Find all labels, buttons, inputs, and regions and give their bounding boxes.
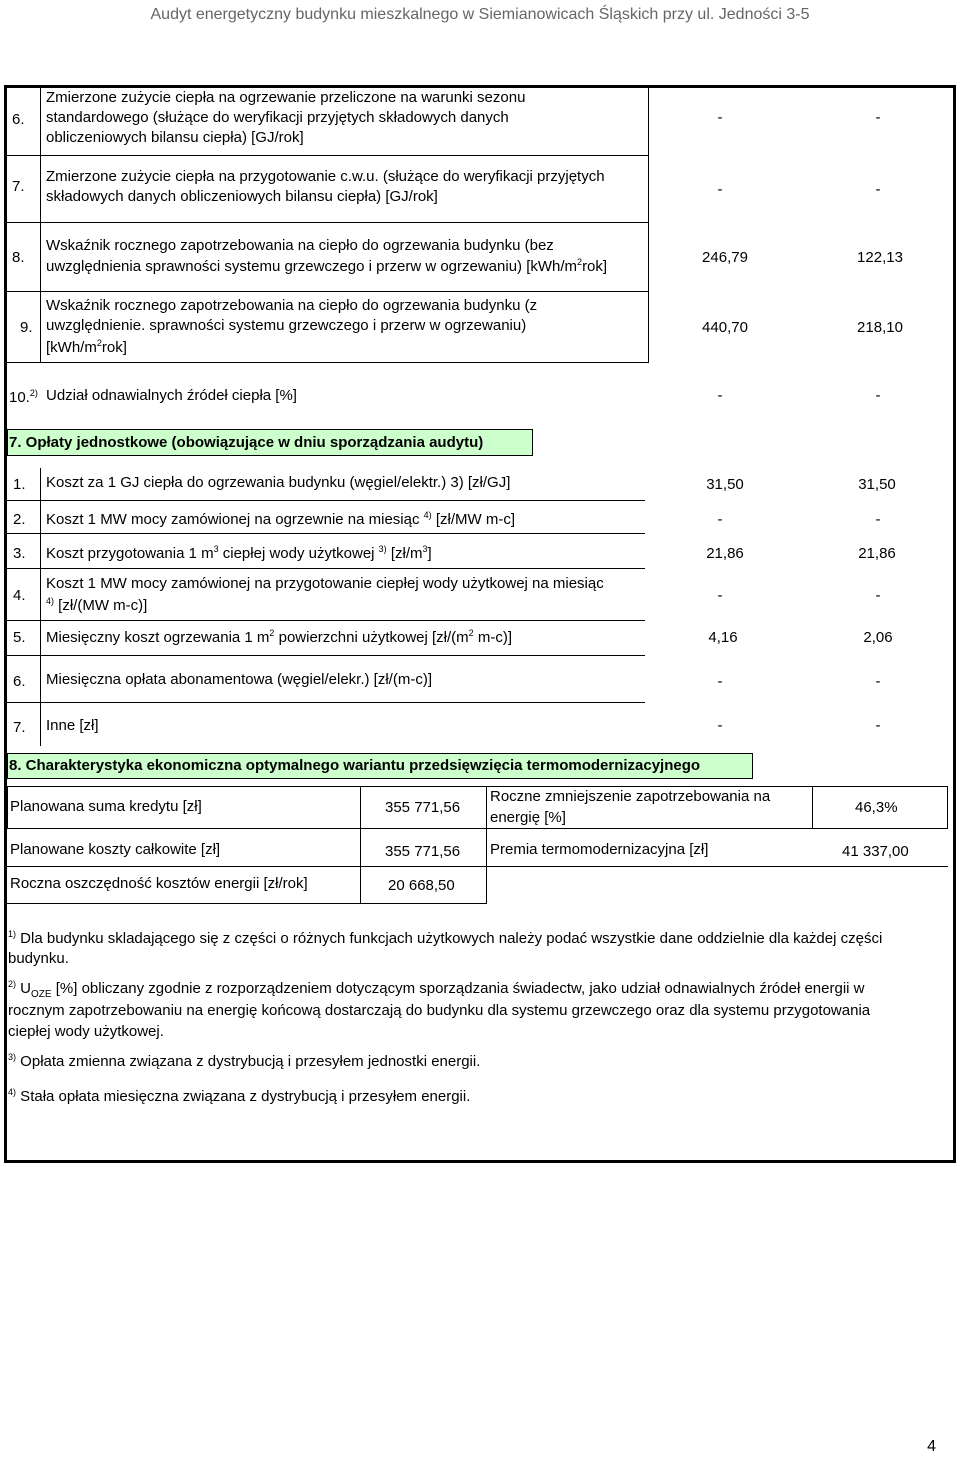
footnote-1: $^{1)}$ Dla budynku skladającego się z części o różnych funkcjach użytkowych należy podać wszystkie dane oddzielnie dla każdej części — [8, 929, 883, 947]
savings-value: 20 668,50 — [388, 877, 455, 894]
divider — [7, 903, 487, 904]
reduction-label: Roczne zmniejszenie zapotrzebowania na — [490, 788, 771, 805]
value-variant-2: 31,50 — [858, 476, 896, 493]
section-heading: 7. Opłaty jednostkowe (obowiązujące w dniu sporządzania audytu) — [9, 434, 484, 451]
value-variant-2: 122,13 — [857, 249, 903, 266]
section-heading: 8. Charakterystyka ekonomiczna optymalnego wariantu przedsięwzięcia termomodernizacyjnego — [9, 757, 701, 774]
divider — [7, 362, 649, 363]
reduction-value: 46,3% — [855, 799, 898, 816]
value-variant-2: - — [875, 717, 881, 734]
row-label: Koszt 1 MW mocy zamówionej na ogrzewnie na miesiąc $^{4)}$ [zł/MW m-c] — [46, 510, 515, 528]
row-number: 5. — [13, 629, 26, 646]
reduction-label: energię [%] — [490, 809, 566, 826]
value-variant-1: - — [717, 673, 723, 690]
page-number: 4 — [927, 1438, 936, 1455]
value-variant-1: 246,79 — [702, 249, 748, 266]
row-label-line: Wskaźnik rocznego zapotrzebowania na ciepło do ogrzewania budynku (z — [46, 297, 538, 314]
row-number: 10.$^{2)}$ — [9, 388, 38, 406]
value-variant-1: - — [717, 587, 723, 604]
value-variant-2: 2,06 — [863, 629, 893, 646]
value-variant-1: - — [717, 717, 723, 734]
footnote-3: $^{3)}$ Opłata zmienna związana z dystrybucją i przesyłem jednostki energii. — [8, 1052, 481, 1070]
divider — [7, 655, 645, 656]
divider — [7, 568, 645, 569]
savings-label: Roczna oszczędność kosztów energii [zł/rok] — [10, 875, 308, 892]
row-label-line: składowych danych obliczeniowych bilansu ciepła) [GJ/rok] — [46, 188, 438, 205]
divider — [40, 85, 41, 362]
value-variant-2: 21,86 — [858, 545, 896, 562]
value-variant-2: 218,10 — [857, 319, 903, 336]
divider — [7, 620, 645, 621]
row-label: Inne [zł] — [46, 717, 99, 734]
total-cost-value: 355 771,56 — [385, 843, 461, 860]
row-label-line: obliczeniowych bilansu ciepła) [GJ/rok] — [46, 129, 304, 146]
row-label: Koszt za 1 GJ ciepła do ogrzewania budynku (węgiel/elektr.) 3) [zł/GJ] — [46, 474, 511, 491]
divider — [486, 829, 487, 903]
row-label: Koszt przygotowania 1 $m^3$ ciepłej wody użytkowej $^{3)}$ $[zł/m^3]$ — [46, 544, 432, 562]
value-variant-2: - — [875, 673, 881, 690]
row-number: 6. — [12, 111, 25, 128]
page-header: Audyt energetyczny budynku mieszkalnego w Siemianowicach Śląskich przy ul. Jedności 3-5 — [150, 6, 810, 23]
row-number: 7. — [13, 719, 26, 736]
value-variant-1: - — [717, 181, 723, 198]
divider — [7, 866, 948, 867]
row-label: Miesięczny koszt ogrzewania 1 $m^2$ powierzchni użytkowej [$zł/(m^2$ m-c)] — [46, 628, 513, 646]
row-number: 2. — [13, 511, 26, 528]
divider — [7, 702, 645, 703]
value-variant-1: - — [717, 511, 723, 528]
divider — [7, 500, 645, 501]
row-label-line: Wskaźnik rocznego zapotrzebowania na ciepło do ogrzewania budynku (bez — [46, 237, 554, 254]
row-label-line: Zmierzone zużycie ciepła na przygotowanie c.w.u. (służące do weryfikacji przyjętych — [46, 168, 605, 185]
footnote-2: $^{2)}$ $U_{OZE}$ [%] obliczany zgodnie z rozporządzeniem dotyczącym sporządzania świadectw, jako udział odnawialnych źródeł energii w — [8, 979, 865, 1000]
value-variant-2: - — [875, 181, 881, 198]
premium-label: Premia termomodernizacyjna [zł] — [490, 841, 709, 858]
planned-credit-value: 355 771,56 — [385, 799, 461, 816]
planned-credit-label: Planowana suma kredytu [zł] — [10, 798, 202, 815]
footnote-4: $^{4)}$ Stała opłata miesięczna związana z dystrybucją i przesyłem energii. — [8, 1087, 471, 1105]
value-variant-1: - — [717, 387, 723, 404]
footnote-2-cont: ciepłej wody użytkowej. — [8, 1023, 164, 1040]
divider — [7, 291, 649, 292]
premium-value: 41 337,00 — [842, 843, 909, 860]
row-number: 1. — [13, 476, 26, 493]
row-label-line: uwzględnienia sprawności systemu grzewczego i przerw w ogrzewaniu) $[kWh/m^2rok]$ — [46, 257, 608, 275]
row-label: Udział odnawialnych źródeł ciepła [%] — [46, 387, 297, 404]
value-variant-1: 4,16 — [708, 629, 738, 646]
row-number: 3. — [13, 545, 26, 562]
row-label: Miesięczna opłata abonamentowa (węgiel/elekr.) [zł/(m-c)] — [46, 671, 432, 688]
value-variant-2: - — [875, 109, 881, 126]
row-label-line: Zmierzone zużycie ciepła na ogrzewanie przeliczone na warunki sezonu — [46, 89, 526, 106]
row-label-line: $^{4)}$ [zł/(MW m-c)] — [46, 596, 148, 614]
value-variant-1: - — [717, 109, 723, 126]
value-variant-2: - — [875, 587, 881, 604]
row-number: 4. — [13, 587, 26, 604]
value-variant-1: 440,70 — [702, 319, 748, 336]
footnote-2-cont: rocznym zapotrzebowaniu na energię końcową dostarczają do budynku dla systemu grzewczego oraz dla systemu przygotowania — [8, 1002, 871, 1019]
row-number: 6. — [13, 673, 26, 690]
divider — [7, 155, 649, 156]
row-label-line: Koszt 1 MW mocy zamówionej na przygotowanie ciepłej wody użytkowej na miesiąc — [46, 575, 604, 592]
row-label-line: uwzględnienie. sprawności systemu grzewczego i przerw w ogrzewaniu) — [46, 317, 527, 334]
footnote-1-cont: budynku. — [8, 950, 69, 967]
divider — [648, 85, 649, 362]
row-label-line: $[kWh/m^2rok]$ — [46, 338, 127, 356]
value-variant-2: - — [875, 511, 881, 528]
divider — [360, 829, 361, 903]
divider — [7, 533, 645, 534]
row-number: 8. — [12, 249, 25, 266]
value-variant-2: - — [875, 387, 881, 404]
value-variant-1: 31,50 — [706, 476, 744, 493]
row-label-line: standardowego (służące do weryfikacji przyjętych składowych danych — [46, 109, 509, 126]
value-variant-1: 21,86 — [706, 545, 744, 562]
divider — [7, 222, 649, 223]
divider — [40, 468, 41, 746]
total-cost-label: Planowane koszty całkowite [zł] — [10, 841, 221, 858]
row-number: 7. — [12, 178, 25, 195]
row-number: 9. — [20, 319, 33, 336]
